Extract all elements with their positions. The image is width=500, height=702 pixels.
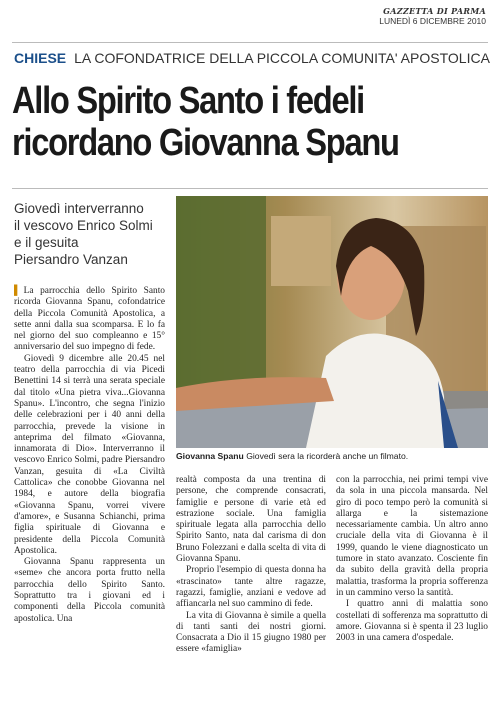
paragraph [14,286,165,354]
paragraph-text: La parrocchia dello Spirito Santo ricorda Giovanna Spanu, cofondatrice della Piccola Comunità Apostolica, a sette anni dalla sua scomparsa. E lo fa nel giorno del suo compleanno e 15° anniversario del suo impegno di fede. [14,286,165,353]
masthead [379,6,486,26]
kicker-text: LA COFONDATRICE DELLA PICCOLA COMUNITA' APOSTOLICA [74,50,490,66]
paragraph: con la parrocchia, nei primi tempi vive da sola in una piccola mansarda. Nel giro di poco tempo però la comunità si allarga e la sistemazione necessariamente cambia. Un altro anno cruciale della vita di Giovanna è il 1999, quando le viene diagnosticato un tumore in stato avanzato. Cosciente fin da subito della gravità della propria malattia, trasforma la propria sofferenza in un cammino verso la santità. [336,475,488,598]
article-photo [176,196,488,448]
paragraph: La vita di Giovanna è simile a quella di tanti santi dei nostri giorni. Consacrata a Dio il 15 giugno 1980 per essere «famiglia» [176,610,326,655]
kicker [14,50,488,66]
caption-text: Giovedì sera la ricorderà anche un filmato. [243,451,409,461]
top-rule [12,42,488,43]
subhead-line: il vescovo Enrico Solmi [14,218,153,233]
article-column-1 [14,286,165,625]
headline [12,80,494,164]
headline-line-1: Allo Spirito Santo i fedeli [12,80,364,122]
headline-line-2: ricordano Giovanna Spanu [12,122,399,164]
paragraph: Proprio l'esempio di questa donna ha «trascinato» tante altre ragazze, ragazzi, famiglie, anziani e vedove ad affiancarla nel suo cammino di fede. [176,565,326,610]
headline-rule [12,188,488,189]
subheadline [14,200,164,268]
paragraph: Giovedì 9 dicembre alle 20.45 nel teatro della parrocchia di via Picedi Benettini 14 si terrà una serata speciale dal titolo «Una pietra viva...Giovanna Spanu». L'incontro, che segna l'inizio delle celebrazioni per i 40 anni della parrocchia, prevede la visione in anteprima del filmato «Giovanna, innamorata di Dio». Interverranno il vescovo Enrico Solmi, padre Piersandro Vanzan, gesuita di «La Civiltà Cattolica» che conobbe Giovanna nel 1984, e autore della biografia «Giovanna Spanu, vorrei vivere d'amore», e Susanna Schianchi, prima figlia spirituale di Giovanna e presidente della Piccola Comunità Apostolica. [14,353,165,556]
photo-caption [176,451,496,461]
section-label: CHIESE [14,50,67,66]
article-column-2 [176,475,326,656]
newspaper-name: GAZZETTA DI PARMA [383,6,486,16]
caption-name: Giovanna Spanu [176,451,244,461]
paragraph: Giovanna Spanu rappresenta un «seme» che ancora porta frutto nella parrocchia dello Spirito Santo. Soprattutto tra i giovani ed i componenti della Piccola comunità apostolica. Una [14,557,165,624]
subhead-line: Piersandro Vanzan [14,252,128,267]
paragraph: realtà composta da una trentina di persone, che comprende consacrati, famiglie e persone di varie età ed estrazione sociale. Una famiglia spirituale legata alla parrocchia dello Spirito Santo, nata dal carisma di don Bruno Folezzani e dalla scelta di vita di Giovanna Spanu. [176,475,326,565]
subhead-line: e il gesuita [14,235,79,250]
subhead-line: Giovedì interverranno [14,201,144,216]
article-column-3 [336,475,488,644]
issue-date: LUNEDÌ 6 DICEMBRE 2010 [379,16,486,26]
paragraph: I quattro anni di malattia sono costellati di sofferenza ma soprattutto di amore. Giovanna si è spenta il 23 luglio 2003 in una camera d'ospedale. [336,599,488,644]
lead-marker-icon: ▌ [14,286,21,296]
